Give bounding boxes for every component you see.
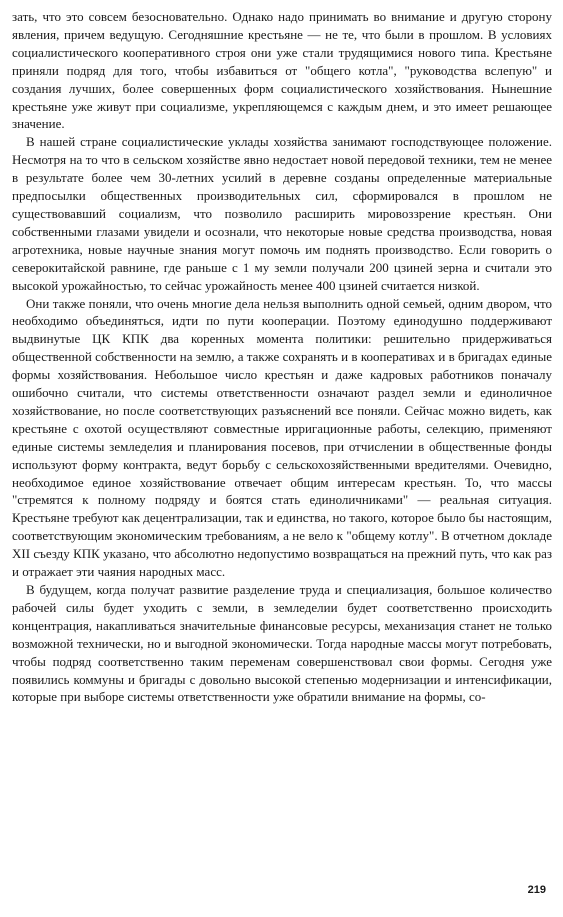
document-page — [12, 8, 552, 908]
paragraph-2: В нашей стране социалистические уклады хозяйства занимают господствующее положение. Несмотря на то что в сельском хозяйстве явно недостает новой передовой техники, тем не менее в результате более чем 30-летних усилий в деревне созданы определенные материальные предпосылки общественных производительных сил, сформировался в прошлом не существовавший социализм, что позволило расширить мировоззрение крестьян. Они собственными глазами увидели и осознали, что некоторые новые средства производства, новая агротехника, новые научные знания могут помочь им поднять производство. Если говорить о северокитайской равнине, где раньше с 1 му земли получали 200 цзиней зерна и считали это высокой урожайностью, то сейчас урожайность менее 400 цзиней считается низкой. — [12, 134, 552, 293]
page-number: 219 — [527, 884, 546, 896]
body-text — [12, 8, 552, 706]
paragraph-1: зать, что это совсем безосновательно. Однако надо принимать во внимание и другую сторону явления, причем ведущую. Сегодняшние крестьяне — не те, что были в прошлом. В условиях социалистического кооперативного строя они уже стали трудящимися нового типа. Крестьяне приняли подряд для того, чтобы избавиться от "общего котла", "руководства вслепую" и создания лучших, более совершенных форм социалистического хозяйствования. Нынешние крестьяне уже живут при социализме, укрепляющемся с каждым днем, и это имеет решающее значение. — [12, 9, 552, 132]
paragraph-3: Они также поняли, что очень многие дела нельзя выполнить одной семьей, одним двором, что необходимо объединяться, идти по пути кооперации. Поэтому единодушно поддерживают выдвинутые ЦК КПК два коренных момента политики: решительно придерживаться общественной собственности на землю, а также сохранять и в кооперативах и в бригадах единые формы хозяйствования. Небольшое число крестьян и даже кадровых работников поначалу ошибочно считали, что системы ответственности означают раздел земли и единоличное хозяйствование, но после соответствующих разъяснений все поняли. Сейчас можно видеть, как крестьяне с охотой осуществляют совместные ирригационные работы, селекцию, применяют единые системы земледелия и планирования посевов, при отчислении в общественные фонды используют форму контракта, ведут борьбу с сельскохозяйственными вредителями. Очевидно, необходимое единое хозяйствование отвечает общим интересам крестьян. То, что массы "стремятся к полному подряду и боятся стать единоличниками" — реальная ситуация. Крестьяне требуют как децентрализации, так и единства, но такого, которое было бы настоящим, соответствующим экономическим требованиям, а не вело к "общему котлу". В отчетном докладе XII съезду КПК указано, что абсолютно недопустимо возвращаться на прежний путь, что как раз и отражает эти чаяния народных масс. — [12, 295, 552, 580]
paragraph-4: В будущем, когда получат развитие разделение труда и специализация, большое количество рабочей силы будет уходить с земли, в земледелии будет соответственно происходить концентрация, накапливаться значительные финансовые ресурсы, механизация станет не только возможной технически, но и выгодной экономически. Тогда народные массы могут потребовать, чтобы подряд соответственно таким переменам совершенствовал свои формы. Сегодня уже появились коммуны и бригады с довольно высокой степенью модернизации и интенсификации, которые при выборе системы ответственности уже обратили внимание на формы, со- — [12, 582, 552, 705]
